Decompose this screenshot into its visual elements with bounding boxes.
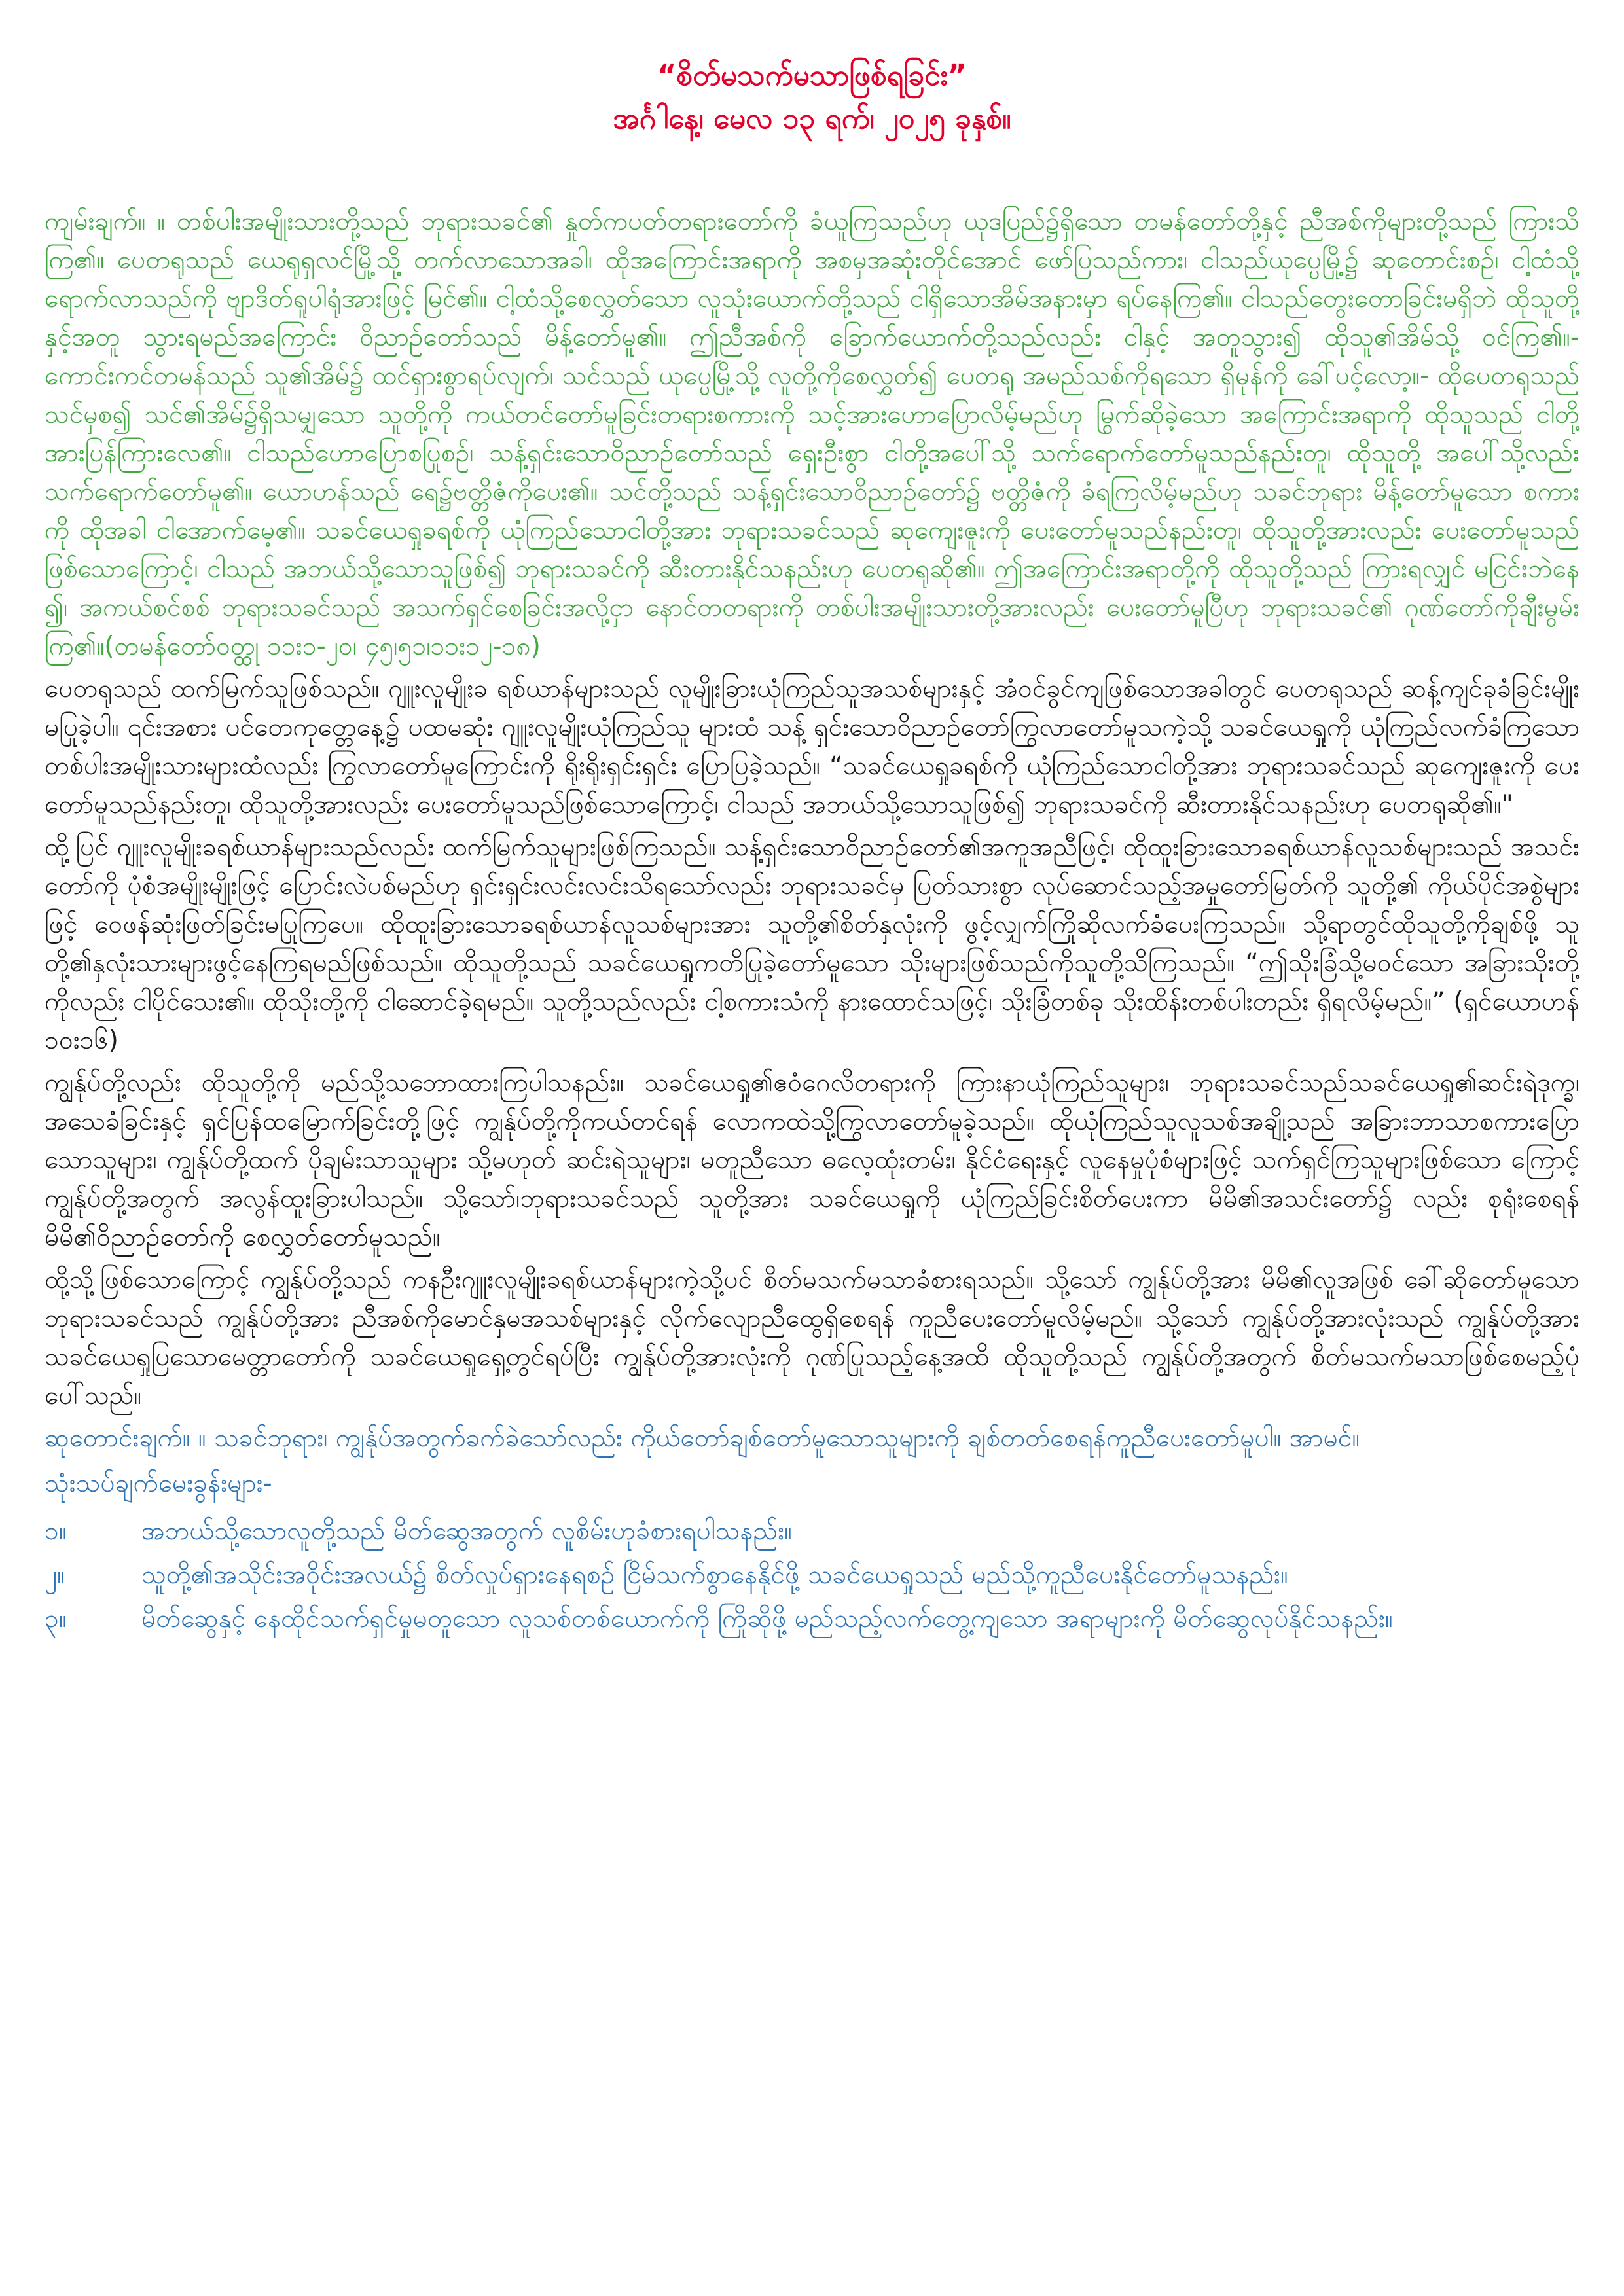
question-number: ၃။: [45, 1604, 67, 1634]
question-text: အဘယ်သို့သောလူတို့သည် မိတ်ဆွေအတွက် လူစိမ်းဟုခံစားရပါသနည်း။: [141, 1516, 792, 1546]
question-text: မိတ်ဆွေနှင့် နေထိုင်သက်ရှင်မှုမတူသော လူသစ်တစ်ယောက်ကို ကြိုဆိုဖို့ မည်သည့်လက်တွေ့ကျသော အရာများကို မိတ်ဆွေလုပ်နိုင်သနည်း။: [141, 1604, 1393, 1634]
question-text: သူတို့၏အသိုင်းအဝိုင်းအလယ်၌ စိတ်လှုပ်ရှားနေရစဉ် ငြိမ်သက်စွာနေနိုင်ဖို့ သခင်ယေရှုသည် မည်သို့ကူညီပေးနိုင်တော်မူသနည်း။: [141, 1560, 1288, 1590]
paragraph-1: ပေတရုသည် ထက်မြက်သူဖြစ်သည်။ ဂျူးလူမျိုးခ ရစ်ယာန်များသည် လူမျိုးခြားယုံကြည်သူအသစ်များနှင့် အံဝင်ခွင်ကျဖြစ်သောအခါတွင် ပေတရုသည် ဆန့်ကျင်ခုခံခြင်းမျိုး မပြုခဲ့ပါ။ ၎င်းအစား ပင်တေကုတ္တေနေ့၌ ပထမဆုံး ဂျူးလူမျိုးယုံကြည်သူ များထံ သန့် ရှင်းသောဝိညာဉ်တော်ကြွလာတော်မူသကဲ့သို့ သခင်ယေရှုကို ယုံကြည်လက်ခံကြသောတစ်ပါးအမျိုးသားများထံလည်း ကြွလာတော်မူကြောင်းကို ရိုးရိုးရှင်းရှင်း ပြောပြခဲ့သည်။ “သခင်ယေရှုခရစ်ကို ယုံကြည်သောငါတို့အား ဘုရားသခင်သည် ဆုကျေးဇူးကို ပေးတော်မူသည်နည်းတူ၊ ထိုသူတို့အားလည်း ပေးတော်မူသည်ဖြစ်သောကြောင့်၊ ငါသည် အဘယ်သို့သောသူဖြစ်၍ ဘုရားသခင်ကို ဆီးတားနိုင်သနည်းဟု ပေတရုဆို၏။": [45, 674, 1579, 819]
questions-title: သုံးသပ်ချက်မေးခွန်းများ-: [45, 1469, 272, 1498]
prayer: ဆုတောင်းချက်။ ။ သခင်ဘုရား၊ ကျွန်ုပ်အတွက်ခက်ခဲသော်လည်း ကိုယ်တော်ချစ်တော်မူသောသူများကို ချစ်တတ်စေရန်ကူညီပေးတော်မူပါ။ အာမင်။: [45, 1424, 1360, 1453]
question-item: [45, 1600, 1579, 1638]
paragraph-3: ကျွန်ုပ်တို့လည်း ထိုသူတို့ကို မည်သို့သဘောထားကြပါသနည်း။ သခင်ယေရှု၏ဧဝံဂေလိတရားကို ကြားနာယုံကြည်သူများ၊ ဘုရားသခင်သည်သခင်ယေရှု၏ဆင်းရဲဒုက္ခ၊ အသေခံခြင်းနှင့် ရှင်ပြန်ထမြောက်ခြင်းတို့ဖြင့် ကျွန်ုပ်တို့ကိုကယ်တင်ရန် လောကထဲသို့ကြွလာတော်မူခဲ့သည်။ ထိုယုံကြည်သူလူသစ်အချို့သည် အခြားဘာသာစကားပြောသောသူများ၊ ကျွန်ုပ်တို့ထက် ပိုချမ်းသာသူများ သို့မဟုတ် ဆင်းရဲသူများ၊ မတူညီသော ဓလေ့ထုံးတမ်း၊ နိုင်ငံရေးနှင့် လူနေမှုပုံစံများဖြင့် သက်ရှင်ကြသူများဖြစ်သော ကြောင့် ကျွန်ုပ်တို့အတွက် အလွန်ထူးခြားပါသည်။ သို့သော်၊ဘုရားသခင်သည် သူတို့အား သခင်ယေရှုကို ယုံကြည်ခြင်းစိတ်ပေးကာ မိမိ၏အသင်းတော်၌ လည်း စုရုံးစေရန် မိမိ၏ဝိညာဉ်တော်ကို စေလွှတ်တော်မူသည်။: [45, 1068, 1579, 1252]
question-number: ၁။: [45, 1516, 67, 1546]
paragraph-2: ထို့ပြင် ဂျူးလူမျိုးခရစ်ယာန်များသည်လည်း ထက်မြက်သူများဖြစ်ကြသည်။ သန့်ရှင်းသောဝိညာဉ်တော်၏အကူအညီဖြင့်၊ ထိုထူးခြားသောခရစ်ယာန်လူသစ်များသည် အသင်းတော်ကို ပုံစံအမျိုးမျိုးဖြင့် ပြောင်းလဲပစ်မည်ဟု ရှင်းရှင်းလင်းလင်းသိရသော်လည်း ဘုရားသခင်မှ ပြတ်သားစွာ လုပ်ဆောင်သည့်အမှုတော်မြတ်ကို သူတို့၏ ကိုယ်ပိုင်အစွဲများဖြင့် ဝေဖန်ဆုံးဖြတ်ခြင်းမပြုကြပေ။ ထိုထူးခြားသောခရစ်ယာန်လူသစ်များအား သူတို့၏စိတ်နှလုံးကို ဖွင့်လျှက်ကြိုဆိုလက်ခံပေးကြသည်။ သို့ရာတွင်ထိုသူတို့ကိုချစ်ဖို့ သူတို့၏နှလုံးသားများဖွင့်နေကြရမည်ဖြစ်သည်။ ထိုသူတို့သည် သခင်ယေရှုကတိပြုခဲ့တော်မူသော သိုးများဖြစ်သည်ကိုသူတို့သိကြသည်။ “ဤသိုးခြံသို့မဝင်သော အခြားသိုးတို့ကိုလည်း ငါပိုင်သေး၏။ ထိုသိုးတို့ကို ငါဆောင်ခဲ့ရမည်။ သူတို့သည်လည်း ငါ့စကားသံကို နားထောင်သဖြင့်၊ သိုးခြံတစ်ခု သိုးထိန်းတစ်ပါးတည်း ရှိရလိမ့်မည်။” (ရှင်ယောဟန် ၁၀း၁၆): [45, 833, 1579, 1055]
page-title: “စိတ်မသက်မသာဖြစ်ရခြင်း”: [657, 59, 967, 92]
devotional-body: [45, 202, 1579, 1638]
paragraph-4: ထို့သို့ဖြစ်သောကြောင့် ကျွန်ုပ်တို့သည် ကနဦးဂျူးလူမျိုးခရစ်ယာန်များကဲ့သို့ပင် စိတ်မသက်မသာခံစားရသည်။ သို့သော် ကျွန်ုပ်တို့အား မိမိ၏လူအဖြစ် ခေါ်ဆိုတော်မူသော ဘုရားသခင်သည် ကျွန်ုပ်တို့အား ညီအစ်ကိုမောင်နှမအသစ်များနှင့် လိုက်လျောညီထွေရှိစေရန် ကူညီပေးတော်မူလိမ့်မည်။ သို့သော် ကျွန်ုပ်တို့အားလုံးသည် ကျွန်ုပ်တို့အား သခင်ယေရှုပြသောမေတ္တာတော်ကို သခင်ယေရှုရှေ့တွင်ရပ်ပြီး ကျွန်ုပ်တို့အားလုံးကို ဂုဏ်ပြုသည့်နေ့အထိ ထိုသူတို့သည် ကျွန်ုပ်တို့အတွက် စိတ်မသက်မသာဖြစ်စေမည့်ပုံပေါ်သည်။: [45, 1265, 1579, 1410]
page-date: အင်္ဂါနေ့၊ မေလ ၁၃ ရက်၊ ၂၀၂၅ ခုနှစ်။: [613, 102, 1011, 135]
scripture-passage: ကျမ်းချက်။ ။ တစ်ပါးအမျိုးသားတို့သည် ဘုရားသခင်၏ နှုတ်ကပတ်တရားတော်ကို ခံယူကြသည်ဟု ယုဒပြည်၌ရှိသော တမန်တော်တို့နှင့် ညီအစ်ကိုများတို့သည် ကြားသိကြ၏။ ပေတရုသည် ယေရုရှလင်မြို့သို့ တက်လာသောအခါ၊ ထိုအကြောင်းအရာကို အစမှအဆုံးတိုင်အောင် ဖော်ပြသည်ကား၊ ငါသည်ယုပ္ပေမြို့၌ ဆုတောင်းစဉ်၊ ငါ့ထံသို့ ရောက်လာသည်ကို ဗျာဒိတ်ရူပါရုံအားဖြင့် မြင်၏။ ငါ့ထံသို့စေလွှတ်သော လူသုံးယောက်တို့သည် ငါရှိသောအိမ်အနားမှာ ရပ်နေကြ၏။ ငါသည်တွေးတောခြင်းမရှိဘဲ ထိုသူတို့နှင့်အတူ သွားရမည်အကြောင်း ဝိညာဉ်တော်သည် မိန့်တော်မူ၏။ ဤညီအစ်ကို ခြောက်ယောက်တို့သည်လည်း ငါနှင့် အတူသွား၍ ထိုသူ၏အိမ်သို့ ဝင်ကြ၏။- ကောင်းကင်တမန်သည် သူ၏အိမ်၌ ထင်ရှားစွာရပ်လျက်၊ သင်သည် ယုပ္ပေမြို့သို့ လူတို့ကိုစေလွှတ်၍ ပေတရု အမည်သစ်ကိုရသော ရှိမုန်ကို ခေါ်ပင့်လော့။- ထိုပေတရုသည် သင်မှစ၍ သင်၏အိမ်၌ရှိသမျှသော သူတို့ကို ကယ်တင်တော်မူခြင်းတရားစကားကို သင့်အားဟောပြောလိမ့်မည်ဟု မြွက်ဆိုခဲ့သော အကြောင်းအရာကို ထိုသူသည် ငါတို့အားပြန်ကြားလေ၏။ ငါသည်ဟောပြောစပြုစဉ်၊ သန့်ရှင်းသောဝိညာဉ်တော်သည် ရှေးဦးစွာ ငါတို့အပေါ်သို့ သက်ရောက်တော်မူသည်နည်းတူ၊ ထိုသူတို့ အပေါ်သို့လည်း သက်ရောက်တော်မူ၏။ ယောဟန်သည် ရေ၌ဗတ္တိဇံကိုပေး၏။ သင်တို့သည် သန့်ရှင်းသောဝိညာဉ်တော်၌ ဗတ္တိဇံကို ခံရကြလိမ့်မည်ဟု သခင်ဘုရား မိန့်တော်မူသော စကားကို ထိုအခါ ငါအောက်မေ့၏။ သခင်ယေရှုခရစ်ကို ယုံကြည်သောငါတို့အား ဘုရားသခင်သည် ဆုကျေးဇူးကို ပေးတော်မူသည်နည်းတူ၊ ထိုသူတို့အားလည်း ပေးတော်မူသည်ဖြစ်သောကြောင့်၊ ငါသည် အဘယ်သို့သောသူဖြစ်၍ ဘုရားသခင်ကို ဆီးတားနိုင်သနည်းဟု ပေတရုဆို၏။ ဤအကြောင်းအရာတို့ကို ထိုသူတို့သည် ကြားရလျှင် မငြင်းဘဲနေ ၍၊ အကယ်စင်စစ် ဘုရားသခင်သည် အသက်ရှင်စေခြင်းအလို့ငှာ နောင်တတရားကို တစ်ပါးအမျိုးသားတို့အားလည်း ပေးတော်မူပြီဟု ဘုရားသခင်၏ ဂုဏ်တော်ကိုချီးမွမ်းကြ၏။(တမန်တော်ဝတ္ထု ၁၁း၁-၂၀၊ ၄၅၊၅၁၊၁၁း၁၂-၁၈): [45, 207, 1579, 661]
question-item: [45, 1512, 1579, 1551]
question-number: ၂။: [45, 1560, 65, 1590]
question-item: [45, 1556, 1579, 1594]
